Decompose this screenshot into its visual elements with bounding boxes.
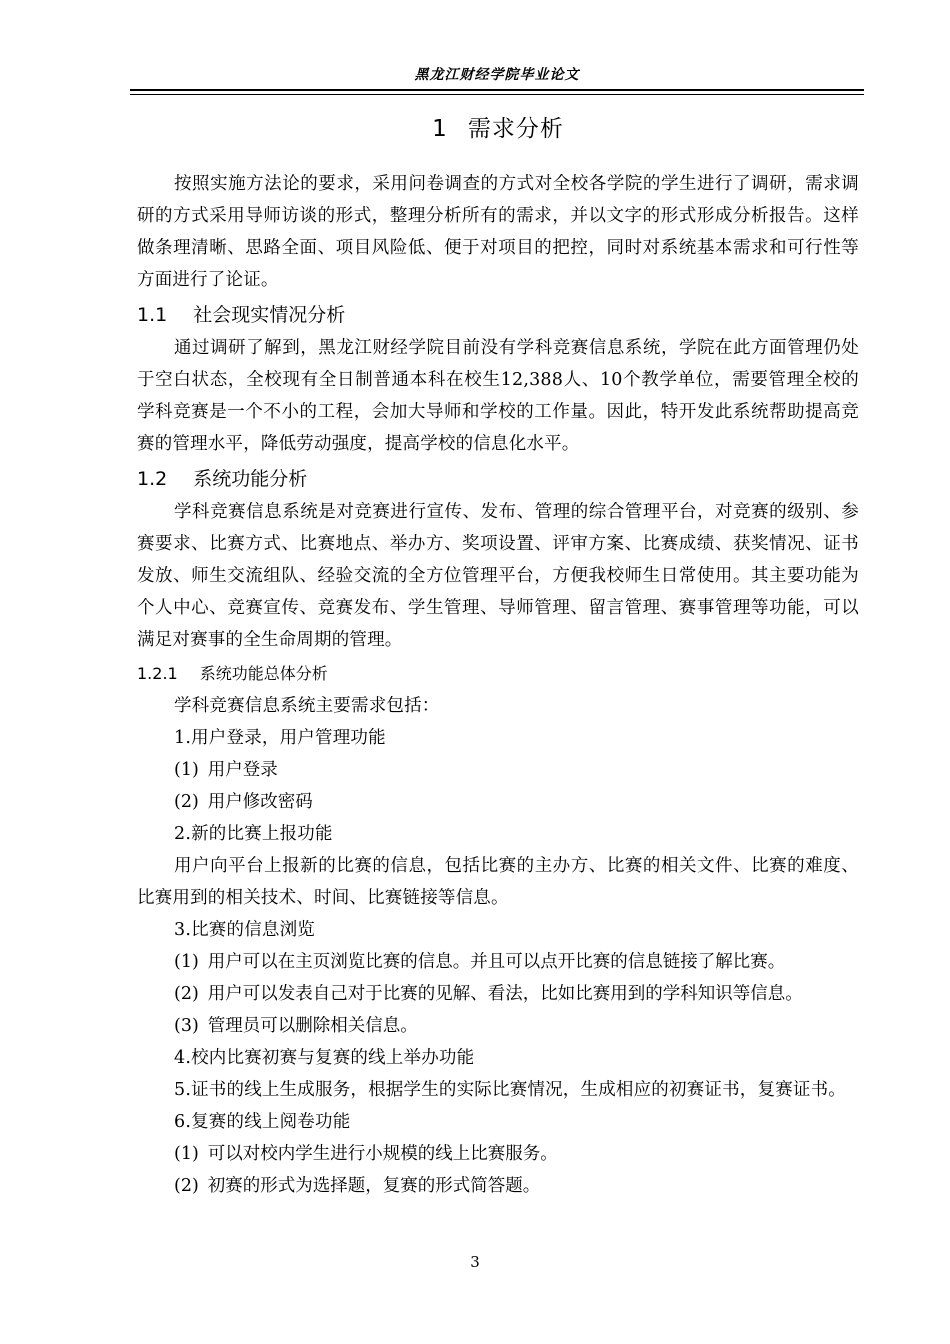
section-title: 系统功能分析 [193,468,308,490]
requirement-item-3-sub-1 [137,946,859,978]
requirement-item-4: 4.校内比赛初赛与复赛的线上举办功能 [174,1048,475,1068]
requirement-item-3-sub-2 [137,978,859,1010]
list-text: 用户修改密码 [207,792,313,812]
list-text: 可以对校内学生进行小规模的线上比赛服务。 [207,1144,558,1164]
list-marker: (2) [174,1176,199,1196]
list-marker: (1) [174,1144,199,1164]
requirement-item-5: 5.证书的线上生成服务，根据学生的实际比赛情况，生成相应的初赛证书，复赛证书。 [174,1080,846,1100]
section-number: 1.2 [137,468,168,490]
page-number: 3 [470,1253,480,1271]
running-header: 黑龙江财经学院毕业论文 [414,67,580,83]
subsection-title: 系统功能总体分析 [199,664,328,683]
list-text: 管理员可以删除相关信息。 [207,1016,418,1036]
requirement-item-3: 3.比赛的信息浏览 [174,920,315,940]
list-marker: (2) [174,984,199,1004]
list-text: 初赛的形式为选择题，复赛的形式简答题。 [207,1176,541,1196]
requirement-item-3-sub-3 [137,1010,859,1042]
list-marker: (3) [174,1016,199,1036]
requirement-item-1-sub-1 [137,754,859,786]
header-rule-thick [130,89,864,91]
requirement-item-1: 1.用户登录，用户管理功能 [174,728,386,748]
section-title: 社会现实情况分析 [193,304,346,326]
list-text: 用户可以在主页浏览比赛的信息。并且可以点开比赛的信息链接了解比赛。 [207,952,786,972]
subsection-number: 1.2.1 [137,664,178,683]
list-text: 用户可以发表自己对于比赛的见解、看法，比如比赛用到的学科知识等信息。 [207,984,803,1004]
section-1-1-paragraph: 通过调研了解到，黑龙江财经学院目前没有学科竞赛信息系统，学院在此方面管理仍处于空白状态，全校现有全日制普通本科在校生12,388人、10个教学单位，需要管理全校的学科竞赛是一个不小的工程，会加大导师和学校的工作量。因此，特开发此系统帮助提高竞赛的管理水平，降低劳动强度，提高学校的信息化水平。 [137,338,859,454]
section-heading-1-2 [137,462,859,496]
requirement-item-2: 2.新的比赛上报功能 [174,824,333,844]
header-rule-thin [130,94,864,95]
page-body [137,112,859,1202]
chapter-title [137,112,859,146]
section-number: 1.1 [137,304,168,326]
requirement-item-2-desc: 用户向平台上报新的比赛的信息，包括比赛的主办方、比赛的相关文件、比赛的难度、比赛用到的相关技术、时间、比赛链接等信息。 [137,856,859,908]
section-heading-1-1 [137,298,859,332]
requirements-lead: 学科竞赛信息系统主要需求包括： [174,696,440,716]
intro-paragraph: 按照实施方法论的要求，采用问卷调查的方式对全校各学院的学生进行了调研，需求调研的方式采用导师访谈的形式，整理分析所有的需求，并以文字的形式形成分析报告。这样做条理清晰、思路全面、项目风险低、便于对项目的把控，同时对系统基本需求和可行性等方面进行了论证。 [137,174,859,290]
list-text: 用户登录 [207,760,278,780]
requirement-item-6-sub-2 [137,1170,859,1202]
requirement-item-6-sub-1 [137,1138,859,1170]
chapter-title-text: 需求分析 [467,116,564,142]
subsection-heading-1-2-1 [137,660,859,688]
list-marker: (1) [174,952,199,972]
requirement-item-6: 6.复赛的线上阅卷功能 [174,1112,351,1132]
requirement-item-1-sub-2 [137,786,859,818]
list-marker: (1) [174,760,199,780]
section-1-2-paragraph: 学科竞赛信息系统是对竞赛进行宣传、发布、管理的综合管理平台，对竞赛的级别、参赛要求、比赛方式、比赛地点、举办方、奖项设置、评审方案、比赛成绩、获奖情况、证书发放、师生交流组队、经验交流的全方位管理平台，方便我校师生日常使用。其主要功能为个人中心、竞赛宣传、竞赛发布、学生管理、导师管理、留言管理、赛事管理等功能，可以满足对赛事的全生命周期的管理。 [137,502,859,650]
chapter-number: 1 [432,116,448,142]
list-marker: (2) [174,792,199,812]
